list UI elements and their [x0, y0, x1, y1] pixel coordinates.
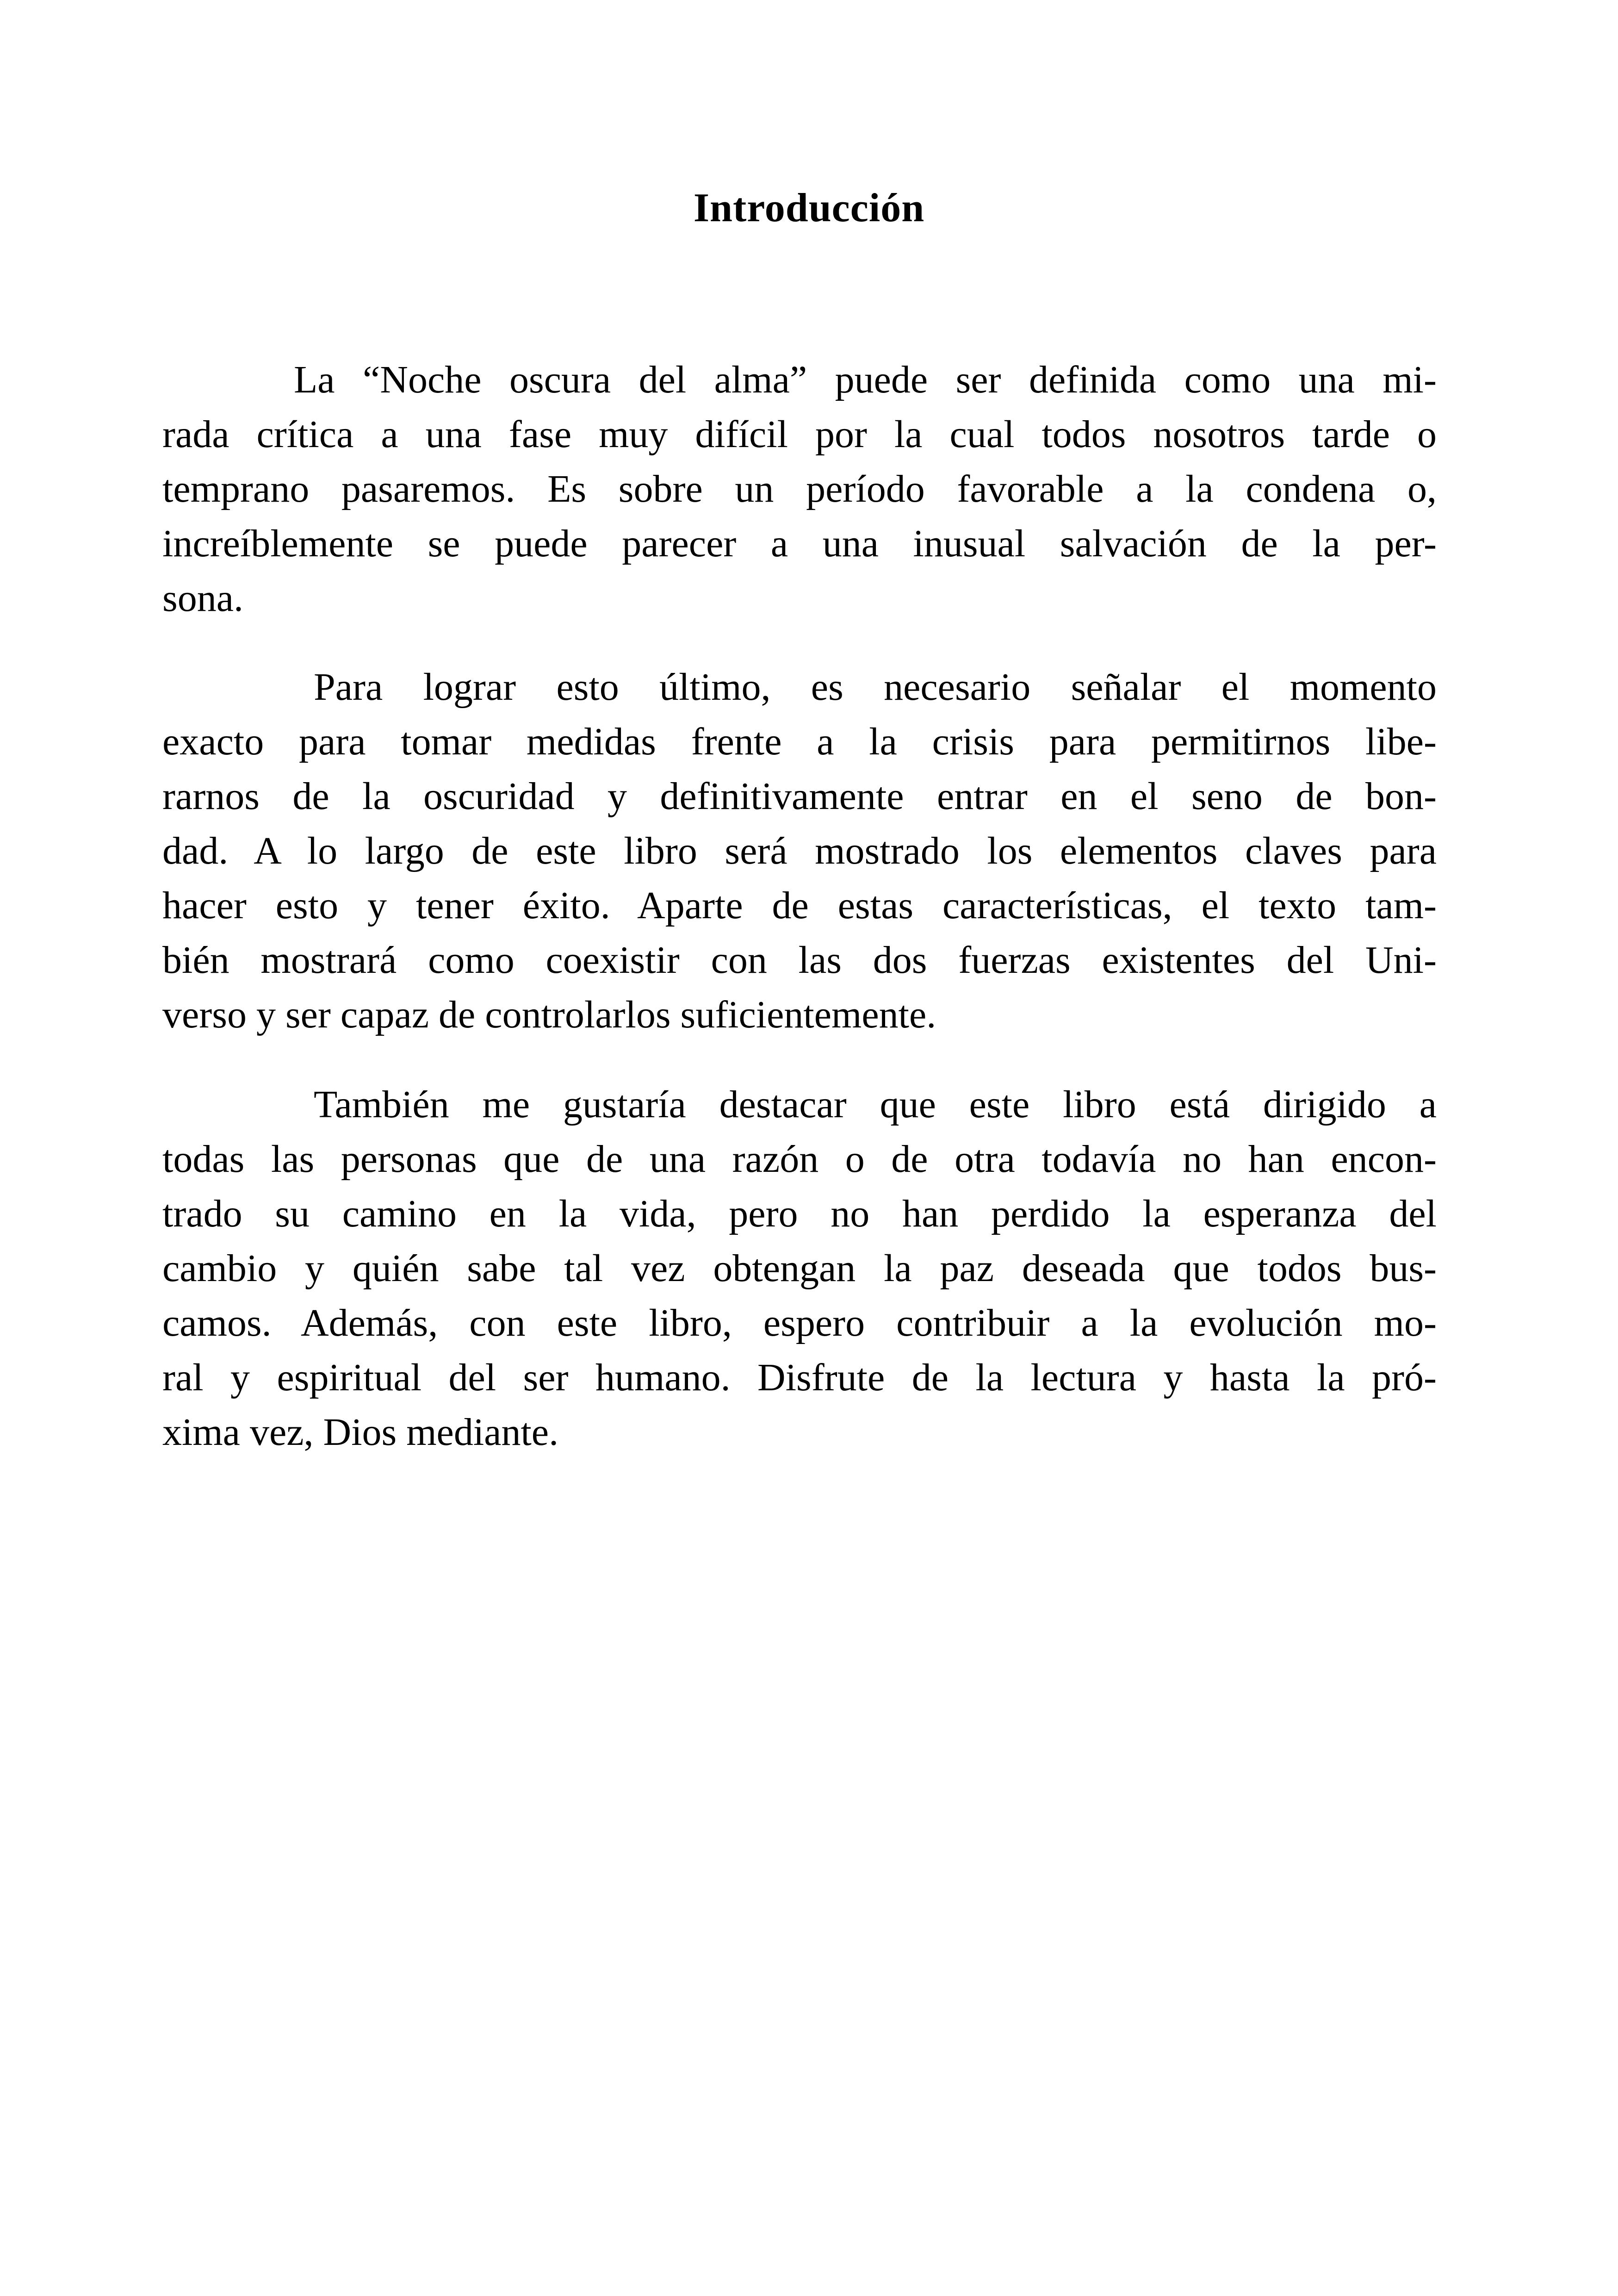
paragraph-line: cambio y quién sabe tal vez obtengan la paz deseada que todos bus-: [162, 1247, 1437, 1290]
paragraph-line: xima vez, Dios mediante.: [162, 1411, 559, 1454]
paragraph-line: La “Noche oscura del alma” puede ser definida como una mi-: [294, 358, 1437, 401]
paragraph-line: todas las personas que de una razón o de otra todavía no han encon-: [162, 1138, 1437, 1181]
paragraph-line: Para lograr esto último, es necesario señalar el momento: [314, 666, 1437, 709]
paragraph-line: temprano pasaremos. Es sobre un período favorable a la condena o,: [162, 467, 1437, 510]
paragraph-line: increíblemente se puede parecer a una inusual salvación de la per-: [162, 522, 1437, 565]
page-title: Introducción: [693, 186, 925, 230]
paragraph-1: [162, 353, 1437, 626]
paragraph-line: sona.: [162, 577, 243, 620]
paragraph-line: dad. A lo largo de este libro será mostrado los elementos claves para: [162, 829, 1437, 872]
paragraph-3: [162, 1077, 1437, 1460]
paragraph-line: trado su camino en la vida, pero no han perdido la esperanza del: [162, 1192, 1437, 1235]
paragraph-line: rada crítica a una fase muy difícil por la cual todos nosotros tarde o: [162, 413, 1437, 456]
paragraph-line: exacto para tomar medidas frente a la crisis para permitirnos libe-: [162, 720, 1437, 763]
paragraph-line: camos. Además, con este libro, espero contribuir a la evolución mo-: [162, 1301, 1437, 1344]
paragraph-line: verso y ser capaz de controlarlos suficientemente.: [162, 993, 936, 1036]
paragraph-line: hacer esto y tener éxito. Aparte de estas características, el texto tam-: [162, 884, 1437, 927]
paragraph-2: [162, 660, 1437, 1042]
paragraph-line: También me gustaría destacar que este libro está dirigido a: [314, 1083, 1437, 1126]
paragraph-line: ral y espiritual del ser humano. Disfrute de la lectura y hasta la pró-: [162, 1356, 1437, 1399]
paragraph-line: rarnos de la oscuridad y definitivamente entrar en el seno de bon-: [162, 775, 1437, 818]
paragraph-line: bién mostrará como coexistir con las dos fuerzas existentes del Uni-: [162, 939, 1437, 982]
